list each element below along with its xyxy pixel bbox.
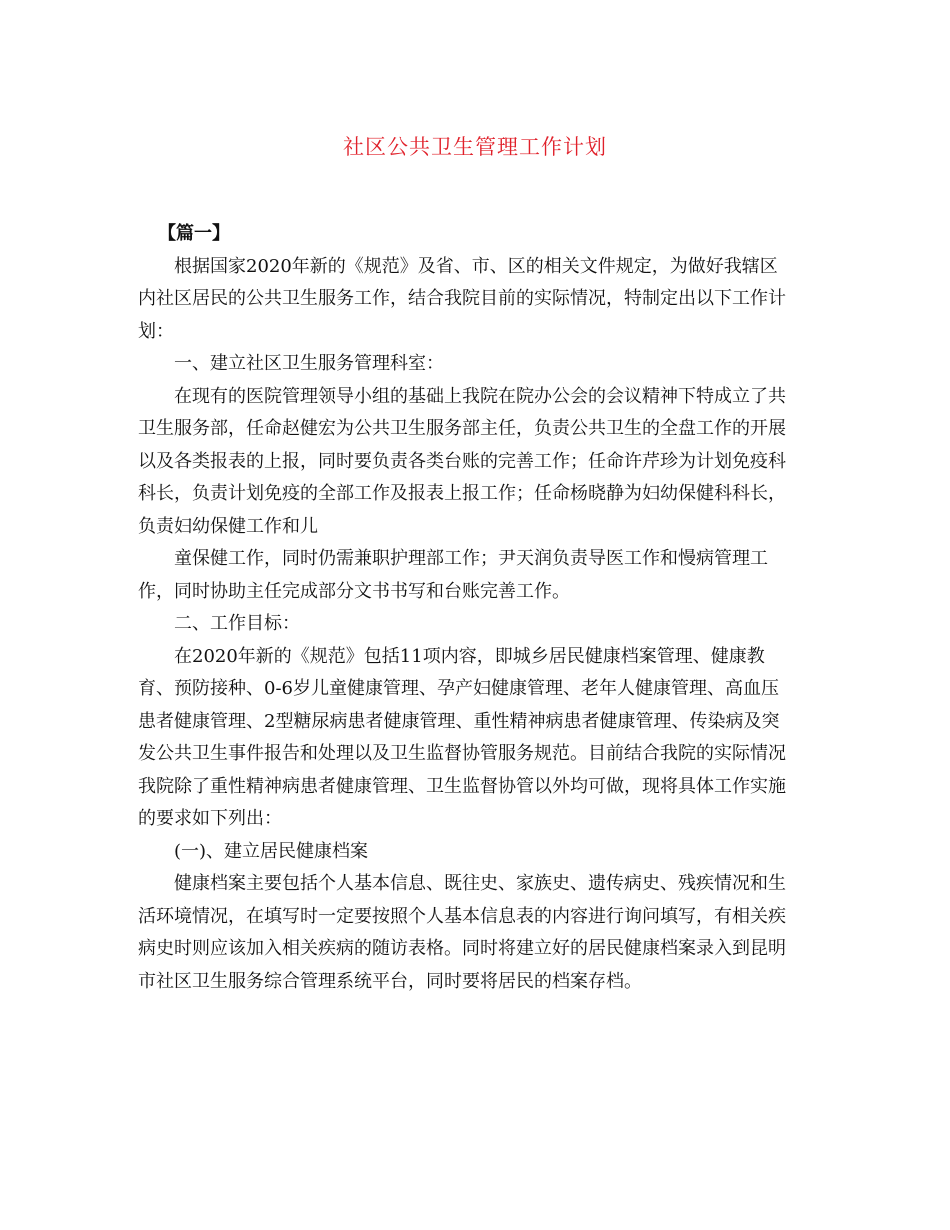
text-line: 发公共卫生事件报告和处理以及卫生监督协管服务规范。目前结合我院的实际情况: [138, 743, 786, 764]
text-line: 健康档案主要包括个人基本信息、既往史、家族史、遗传病史、残疾情况和生: [174, 873, 786, 894]
text-line: 病史时则应该加入相关疾病的随访表格。同时将建立好的居民健康档案录入到昆明: [138, 938, 786, 959]
text-line: 一、建立社区卫生服务管理科室：: [174, 353, 444, 374]
text-line: 在现有的医院管理领导小组的基础上我院在院办公会的会议精神下特成立了共: [174, 385, 786, 407]
document-body: [138, 218, 814, 998]
section-tag: 【篇一】: [158, 223, 230, 244]
text-line: 内社区居民的公共卫生服务工作，结合我院目前的实际情况，特制定出以下工作计: [138, 288, 786, 309]
text-line: 的要求如下列出：: [138, 808, 282, 829]
text-line: 卫生服务部，任命赵健宏为公共卫生服务部主任，负责公共卫生的全盘工作的开展: [138, 418, 786, 439]
text-line: 育、预防接种、0-6岁儿童健康管理、孕产妇健康管理、老年人健康管理、高血压: [138, 678, 779, 699]
text-line: 市社区卫生服务综合管理系统平台，同时要将居民的档案存档。: [138, 970, 642, 992]
text-line: 我院除了重性精神病患者健康管理、卫生监督协管以外均可做，现将具体工作实施: [138, 775, 786, 797]
text-lines: [138, 251, 814, 999]
text-line: 以及各类报表的上报，同时要负责各类台账的完善工作；任命许芹珍为计划免疫科: [138, 450, 786, 472]
text-line: 划：: [138, 320, 174, 342]
document-title: 社区公共卫生管理工作计划: [343, 135, 607, 159]
text-line: 负责妇幼保健工作和儿: [138, 515, 318, 537]
text-line: 二、工作目标：: [174, 613, 300, 634]
text-line: 活环境情况，在填写时一定要按照个人基本信息表的内容进行询问填写，有相关疾: [138, 905, 786, 927]
text-line: 作，同时协助主任完成部分文书书写和台账完善工作。: [138, 580, 570, 602]
text-line: 根据国家2020年新的《规范》及省、市、区的相关文件规定，为做好我辖区: [174, 255, 778, 277]
text-line: 患者健康管理、2型糖尿病患者健康管理、重性精神病患者健康管理、传染病及突: [138, 710, 780, 732]
text-line: 在2020年新的《规范》包括11项内容，即城乡居民健康档案管理、健康教: [174, 645, 765, 667]
text-line: 童保健工作，同时仍需兼职护理部工作；尹天润负责导医工作和慢病管理工: [174, 548, 768, 569]
text-line: (一)、建立居民健康档案: [174, 840, 369, 862]
text-line: 科长，负责计划免疫的全部工作及报表上报工作；任命杨晓静为妇幼保健科科长，: [138, 483, 786, 504]
